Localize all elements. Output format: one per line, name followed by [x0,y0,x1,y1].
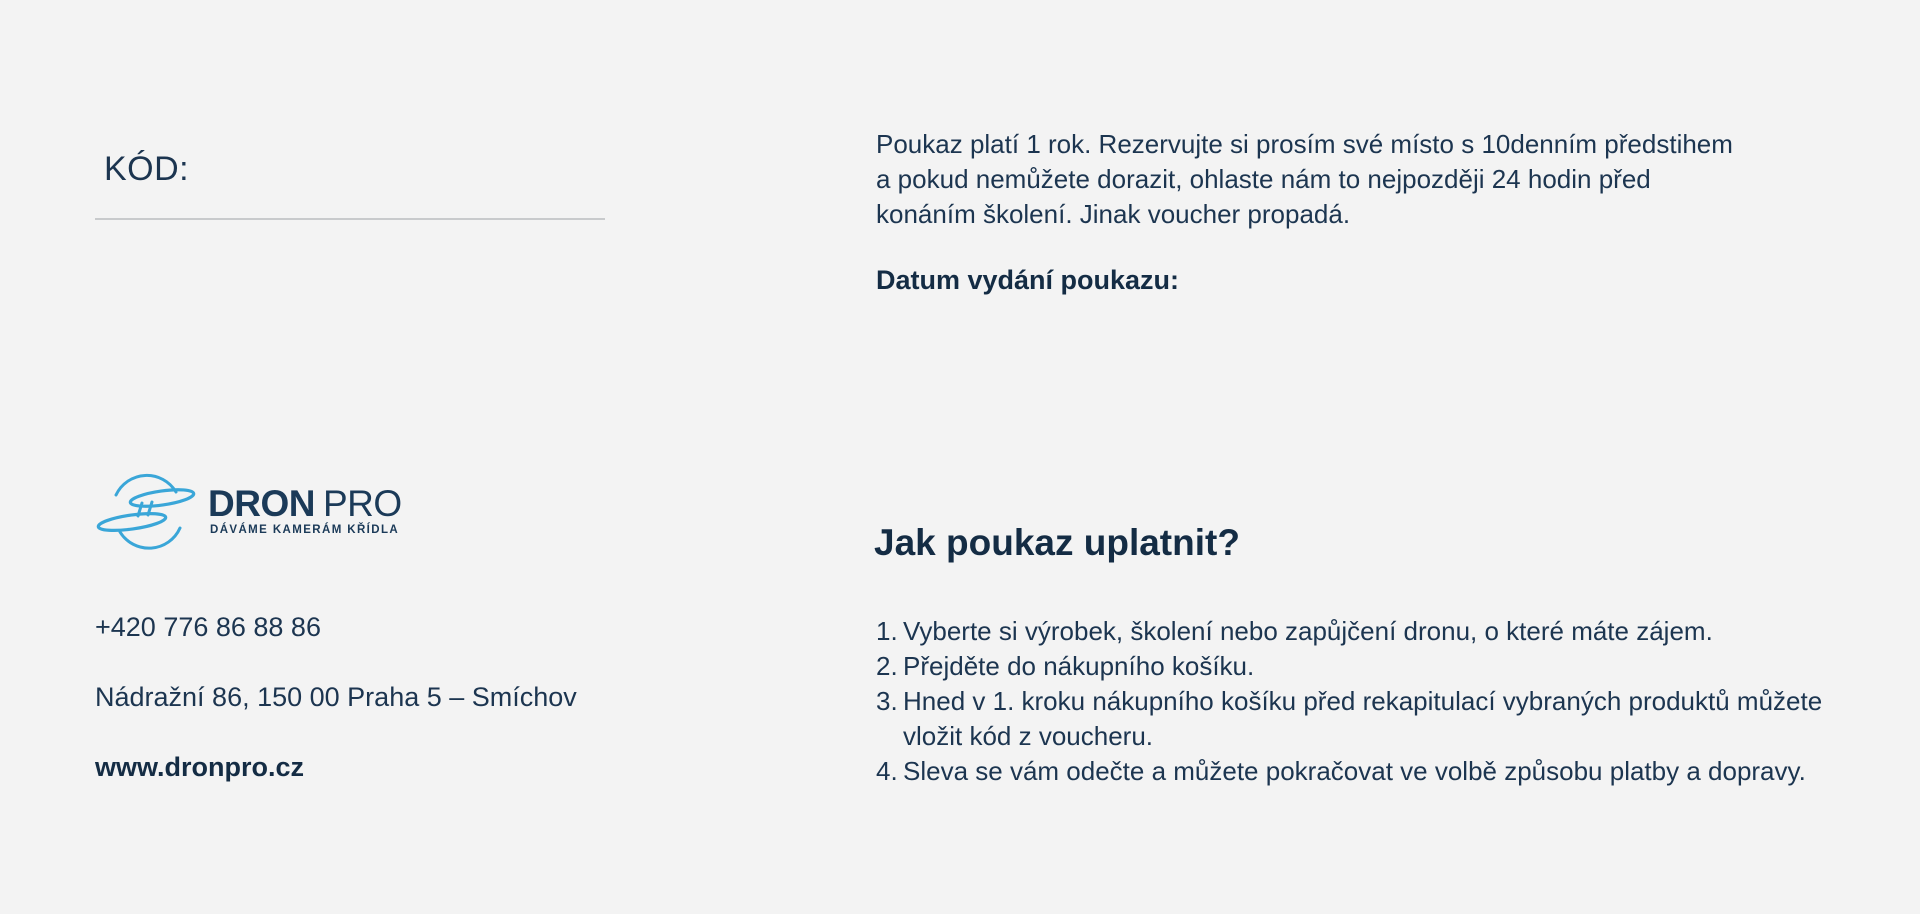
step-number: 1. [876,616,898,646]
drone-orbit-logo-icon [94,470,204,550]
logo-word-pro: PRO [322,483,402,524]
step-text: Přejděte do nákupního košíku. [903,651,1255,681]
issue-date-label: Datum vydání poukazu: [876,265,1180,295]
logo-tagline: DÁVÁME KAMERÁM KŘÍDLA [210,524,400,536]
contact-website-link[interactable]: www.dronpro.cz [95,752,304,782]
validity-line: Poukaz platí 1 rok. Rezervujte si prosím své místo s 10denním předstihem [876,129,1733,159]
step-number: 2. [876,651,898,681]
step-text: Hned v 1. kroku nákupního košíku před rekapitulací vybraných produktů můžete [903,686,1823,716]
step-text: vložit kód z voucheru. [903,721,1154,751]
step-text: Vyberte si výrobek, školení nebo zapůjčení dronu, o které máte zájem. [903,616,1713,646]
code-divider [95,218,605,220]
step-item [876,614,1836,649]
validity-text [876,127,1756,232]
validity-line: a pokud nemůžete dorazit, ohlaste nám to nejpozději 24 hodin před [876,164,1651,194]
dronpro-logo [94,470,404,550]
contact-address: Nádražní 86, 150 00 Praha 5 – Smíchov [95,682,577,712]
step-number: 3. [876,686,898,716]
validity-line: konáním školení. Jinak voucher propadá. [876,199,1351,229]
step-item [876,754,1836,789]
logo-word-dron: DRON [208,483,315,524]
logo-wordmark [208,483,402,525]
step-text: Sleva se vám odečte a můžete pokračovat ve volbě způsobu platby a dopravy. [903,756,1806,786]
howto-title: Jak poukaz uplatnit? [874,522,1240,563]
code-label: KÓD: [104,150,190,188]
step-item [876,649,1836,684]
howto-steps-list [876,614,1836,789]
step-item [876,684,1836,754]
step-number: 4. [876,756,898,786]
contact-phone: +420 776 86 88 86 [95,612,321,642]
